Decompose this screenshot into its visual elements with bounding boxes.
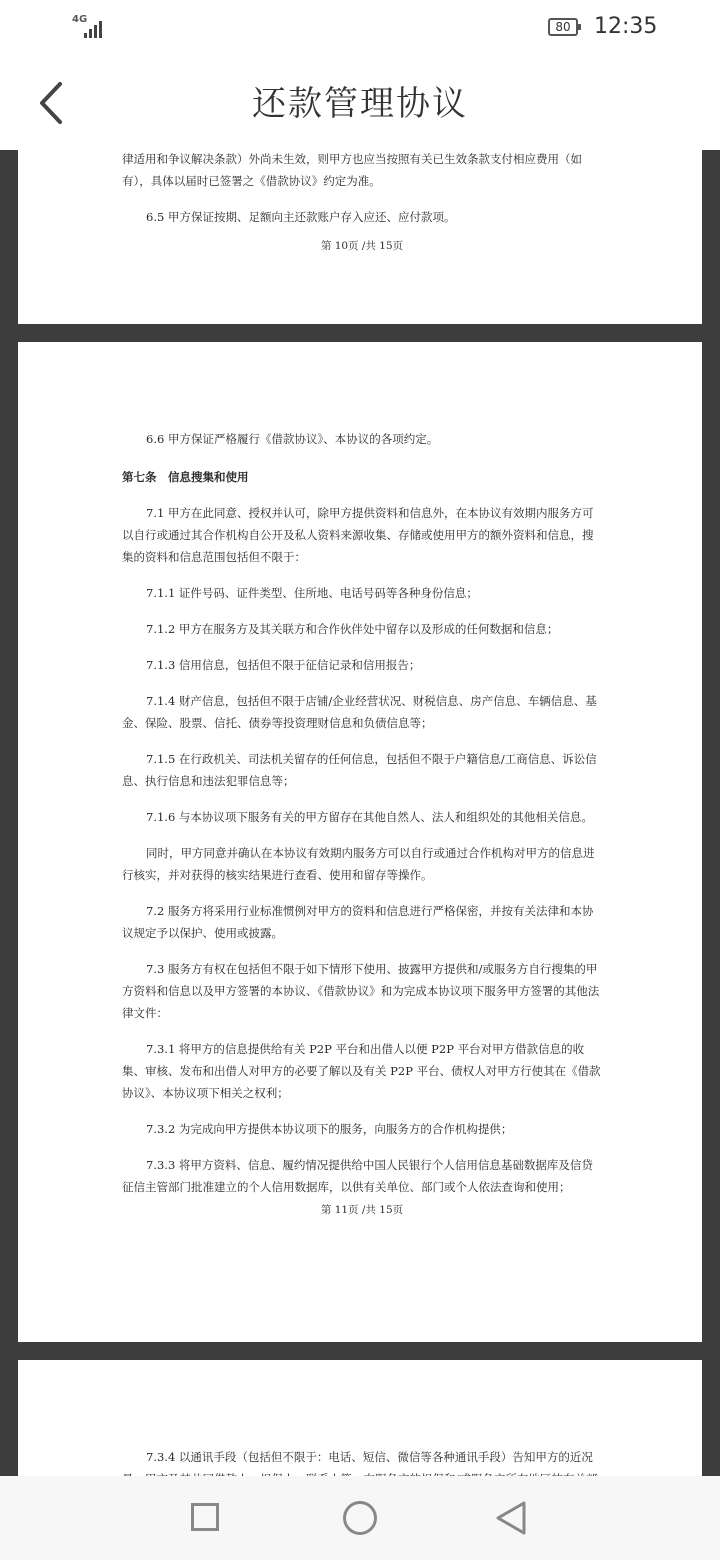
recent-apps-button[interactable] [191,1503,219,1531]
back-nav-button[interactable] [494,1500,528,1536]
status-bar [0,0,720,56]
signal-icon [72,14,108,38]
battery-icon [548,18,578,36]
page-number: 第 11页 /共 15页 [320,1204,404,1216]
paragraph: 7.1.4 财产信息，包括但不限于店铺/企业经营状况、财税信息、房产信息、车辆信息、基金、保险、股票、信托、债券等投资理财信息和负债信息等； [122,694,597,730]
paragraph: 6.5 甲方保证按期、足额向主还款账户存入应还、应付款项。 [146,210,456,224]
page-title: 还款管理协议 [252,84,468,124]
battery-level: 80 [555,20,571,34]
document-page-12 [18,1360,702,1476]
section-heading: 第七条 信息搜集和使用 [122,470,249,484]
paragraph: 同时，甲方同意并确认在本协议有效期内服务方可以自行或通过合作机构对甲方的信息进行核实，并对获得的核实结果进行查看、使用和留存等操作。 [122,846,595,882]
network-type: 4G [72,14,88,25]
document-page-11 [18,342,702,1342]
home-button[interactable] [343,1501,377,1535]
paragraph: 7.3.4 以通讯手段（包括但不限于：电话、短信、微信等各种通讯手段）告知甲方的近况 [146,1450,593,1464]
paragraph: 7.1.3 信用信息，包括但不限于征信记录和信用报告； [146,658,421,672]
paragraph: 7.3.1 将甲方的信息提供给有关 P2P 平台和出借人以便 P2P 平台对甲方借款信息的收集、审核、发布和出借人对甲方的必要了解以及有关 P2P 平台、债权人对甲方行使其在《借款协议》、本协议项下相关之权利； [122,1042,601,1100]
document-page-10 [18,140,702,324]
clock: 12:35 [594,14,658,39]
paragraph: 7.1.2 甲方在服务方及其关联方和合作伙伴处中留存以及形成的任何数据和信息； [146,622,559,636]
paragraph: 7.2 服务方将采用行业标准惯例对甲方的资料和信息进行严格保密，并按有关法律和本协议规定予以保护、使用或披露。 [122,904,594,940]
navigation-bar [0,1476,720,1560]
paragraph: 7.1.1 证件号码、证件类型、住所地、电话号码等各种身份信息； [146,586,478,600]
paragraph: 7.3.2 为完成向甲方提供本协议项下的服务，向服务方的合作机构提供； [146,1122,513,1136]
paragraph: 6.6 甲方保证严格履行《借款协议》、本协议的各项约定。 [146,432,439,446]
app-header [0,56,720,150]
paragraph: 7.3.3 将甲方资料、信息、履约情况提供给中国人民银行个人信用信息基础数据库及信贷征信主管部门批准建立的个人信用数据库，以供有关单位、部门或个人依法查询和使用； [122,1158,593,1194]
paragraph: 7.1.5 在行政机关、司法机关留存的任何信息，包括但不限于户籍信息/工商信息、诉讼信息、执行信息和违法犯罪信息等； [122,752,597,788]
paragraph: 7.3 服务方有权在包括但不限于如下情形下使用、披露甲方提供和/或服务方自行搜集的甲方资料和信息以及甲方签署的本协议、《借款协议》和为完成本协议项下服务甲方签署的其他法律文件： [122,962,600,1020]
page-number: 第 10页 /共 15页 [320,240,404,252]
paragraph: 律适用和争议解决条款）外尚未生效，则甲方也应当按照有关已生效条款支付相应费用（如有），具体以届时已签署之《借款协议》约定为准。 [122,152,582,188]
paragraph: 7.1.6 与本协议项下服务有关的甲方留存在其他自然人、法人和组织处的其他相关信息。 [146,810,593,824]
paragraph: 7.1 甲方在此同意、授权并认可，除甲方提供资料和信息外，在本协议有效期内服务方可以自行或通过其合作机构自公开及私人资料来源收集、存储或使用甲方的额外资料和信息，搜集的资料和信息范围包括但不限于： [122,506,594,564]
